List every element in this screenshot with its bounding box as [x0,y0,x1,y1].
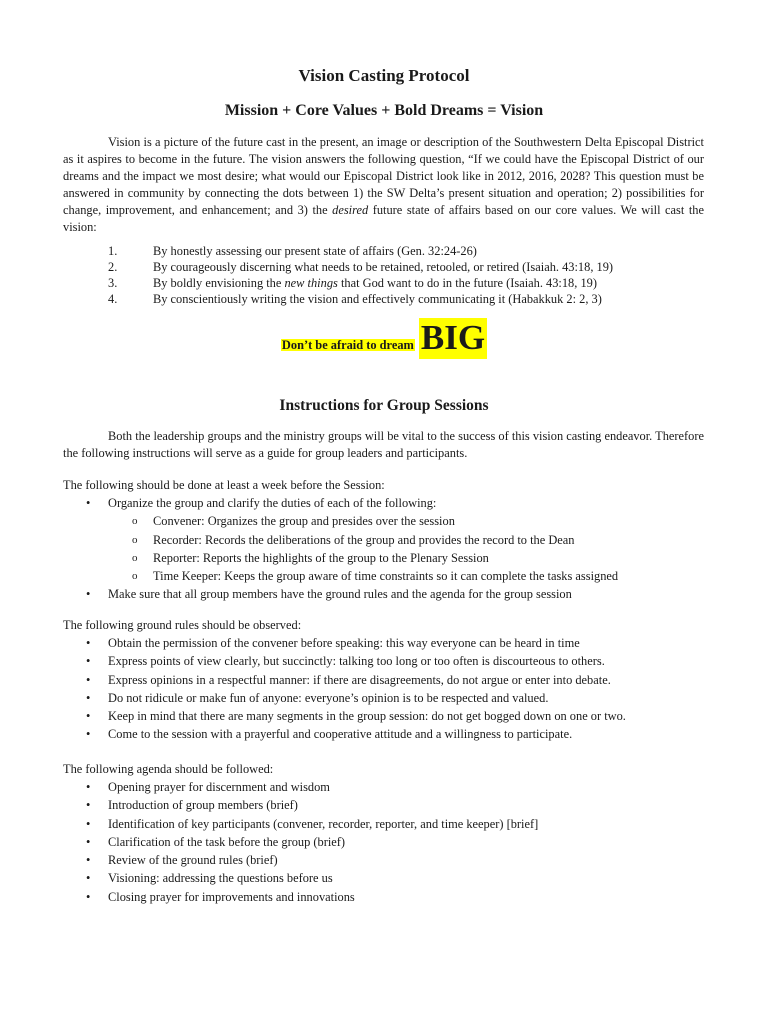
list-item [63,291,704,307]
sublist-item [108,512,723,530]
vision-steps-list [63,243,704,307]
list-item [63,833,723,851]
bullet-icon: • [86,834,91,849]
dream-small-text: Don’t be afraid to dream [281,338,414,352]
list-item [63,634,723,652]
list-item [63,725,723,743]
list-item-text: Make sure that all group members have the ground rules and the agenda for the group session [108,587,572,602]
bullet-icon: • [86,780,91,794]
list-item-text: Organize the group and clarify the duties of each of the following: [108,496,437,510]
circle-bullet-icon: o [132,533,138,546]
list-item [63,652,723,670]
list-number: 1. [108,244,118,258]
list-item-text: By conscientiously writing the vision and effectively communicating it (Habakkuk 2: 2, 3) [153,292,602,306]
page-subtitle: Mission + Core Values + Bold Dreams = Vision [224,102,544,119]
sublist-item [108,549,723,567]
sublist-item [108,531,723,549]
dream-callout [0,318,768,359]
before-session-list [63,494,723,604]
section-heading: Instructions for Group Sessions [279,397,489,414]
list-item-text: Keep in mind that there are many segments in the group session: do not get bogged down on one or two. [108,709,626,724]
list-item [63,494,723,585]
bullet-icon: • [86,871,91,886]
bullet-icon: • [86,727,91,742]
sublist-item-text: Time Keeper: Keeps the group aware of time constraints so it can complete the tasks assigned [153,569,619,584]
ground-rules-list [63,634,723,744]
list-item-text: Review of the ground rules (brief) [108,853,278,868]
bullet-icon: • [86,690,91,705]
list-item [63,869,723,887]
sublist-item [108,567,723,585]
bullet-icon: • [86,798,91,813]
roles-sublist [108,512,723,585]
bullet-icon: • [86,709,91,724]
bullet-icon: • [86,636,91,650]
list-item [63,689,723,707]
list-item-text: Visioning: addressing the questions before us [108,871,333,886]
list-item-text: Clarification of the task before the group (brief) [108,834,346,849]
circle-bullet-icon: o [132,570,138,583]
page-title: Vision Casting Protocol [298,66,470,85]
list-item-text: Closing prayer for improvements and innovations [108,889,355,904]
bullet-icon: • [86,496,91,510]
group-intro-text: Both the leadership groups and the ministry groups will be vital to the success of this vision casting endeavor. Therefore the following instructions will serve as a guide for group leaders and participants. [63,429,704,460]
list-item [63,851,723,869]
list-item [63,243,704,259]
list-item-text: Express points of view clearly, but succinctly: talking too long or too often is discourteous to others. [108,654,605,669]
list-item-emphasis: new things [284,276,338,290]
sublist-item-text: Recorder: Records the deliberations of the group and provides the record to the Dean [153,532,575,547]
intro-emphasis: desired [332,203,369,217]
list-item [63,778,723,796]
bullet-icon: • [86,654,91,669]
list-number: 4. [108,292,118,306]
list-item [63,707,723,725]
bullet-icon: • [86,853,91,868]
agenda-label: The following agenda should be followed: [63,762,274,776]
list-item-text: Come to the session with a prayerful and cooperative attitude and a willingness to participate. [108,727,573,742]
list-item [63,585,723,603]
list-item-text-pre: By boldly envisioning the [153,276,285,290]
before-session-label: The following should be done at least a week before the Session: [63,478,385,492]
list-item-text: Introduction of group members (brief) [108,798,298,813]
list-item [63,259,704,275]
ground-rules-label: The following ground rules should be observed: [63,618,302,632]
circle-bullet-icon: o [132,515,138,528]
list-item [63,671,723,689]
list-item-text: Express opinions in a respectful manner: if there are disagreements, do not argue or enter into debate. [108,672,611,687]
dream-big-text: BIG [420,318,486,357]
list-number: 3. [108,276,118,290]
intro-paragraph [63,134,704,236]
list-item-text: Do not ridicule or make fun of anyone: everyone’s opinion is to be respected and valued. [108,690,549,705]
list-item-text: By courageously discerning what needs to be retained, retooled, or retired (Isaiah. 43:18, 19) [153,260,614,274]
list-item-text: Obtain the permission of the convener before speaking: this way everyone can be heard in time [108,636,580,650]
list-item-text: Opening prayer for discernment and wisdom [108,780,330,794]
list-item-text: By honestly assessing our present state of affairs (Gen. 32:24-26) [153,244,477,258]
list-item-text-post: that God want to do in the future (Isaiah. 43:18, 19) [337,276,597,290]
sublist-item-text: Reporter: Reports the highlights of the group to the Plenary Session [153,550,489,565]
group-intro-paragraph [63,428,704,462]
list-item [63,275,704,291]
bullet-icon: • [86,672,91,687]
sublist-item-text: Convener: Organizes the group and presides over the session [153,514,455,529]
agenda-list [63,778,723,906]
list-item [63,796,723,814]
list-item [63,815,723,833]
list-item-text: Identification of key participants (convener, recorder, reporter, and time keeper) [brief] [108,816,539,831]
list-item [63,888,723,906]
list-number: 2. [108,260,118,274]
bullet-icon: • [86,889,91,904]
bullet-icon: • [86,587,91,602]
circle-bullet-icon: o [132,551,138,564]
intro-text-end: future state of affairs based on our core values. We will cast the vision: [63,203,704,234]
bullet-icon: • [86,816,91,831]
intro-text: Vision is a picture of the future cast in the present, an image or description of the Southwestern Delta Episcopal District as it aspires to become in the future. The vision answers the following question, “If we could have the Episcopal District of our dreams and the impact we most desire; what would our Episcopal District look like in 2012, 2016, 2028? This question must be answered in community by connecting the dots between 1) the SW Delta’s present situation and operation; 2) possibilities for change, improvement, and enhancement; and 3) the [63,135,704,217]
